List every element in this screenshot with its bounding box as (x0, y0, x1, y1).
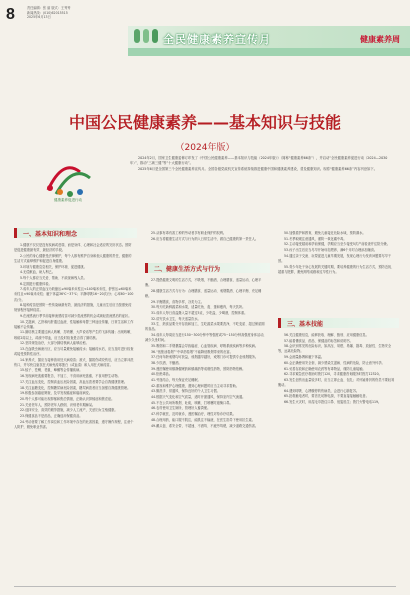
article-item: 4.无偿献血，助人利己。 (20, 270, 55, 275)
article-item: 24.劳动者要了解工作岗位和工作环境中存在的危害因素，遵守操作规程，注意个人防护，避免职业伤害。 (14, 419, 134, 429)
column-knowledge (14, 243, 134, 581)
article-item: 3.环境与健康息息相关，保护环境、促进健康。 (20, 264, 87, 269)
section-header-skills (278, 318, 399, 328)
runner-figure-icon (143, 29, 149, 43)
intro-paragraph: 2024年2月，国家卫生健康委修订印发了《中国公民健康素养——基本知识与技能（2024年版）》（简称“健康素养66条”），并启动“全民健康素养促进行动（2024—2030年）”，推动“三减三健”等“十大健康行动”。 (130, 156, 388, 166)
article-item: 54.通过亲子交流、玩耍促进儿童早期发展，发现心理行为发育问题要尽早干预。 (278, 253, 392, 263)
article-item: 8.接种疫苗是预防一些传染病最有效、最经济的措施，儿童出生后应当按照免疫规划程序接种疫苗。 (14, 303, 132, 313)
article-item: 17.关注血压变化，控制高血压危险因素，高血压患者要学会自我健康管理。 (20, 379, 128, 384)
article-item: 66.发生火灾时，用湿毛巾捂住口鼻、低姿逃生；拨打火警电话119。 (284, 400, 382, 405)
article-item: 23.保健食品不是药品，正确选用保健食品。 (20, 413, 83, 418)
article-item: 10.艾滋病、乙肝和丙肝通过血液、性接触和母婴三种途径传播，日常生活和工作接触不会传播。 (14, 319, 134, 329)
page-meta (27, 6, 117, 20)
article-item: 38.少饮酒，不酗酒。 (151, 360, 182, 365)
article-item: 40.拒绝毒品。 (151, 372, 173, 377)
article-item: 42.重视和维护心理健康，遇到心理问题时应当主动寻求帮助。 (151, 383, 239, 388)
article-item: 6.定期进行健康体检。 (20, 281, 52, 286)
article-item: 63.发生创伤出血量较多时，应当立即止血、包扎；对怀疑骨折的伤员不要轻易搬动。 (278, 377, 395, 387)
article-item: 5.每个人都应当关爱、帮助、不歧视病残人员。 (20, 275, 87, 280)
logo-caption: 健康素养促进行动 (54, 198, 82, 202)
article-item: 61.妥善存放和正确使用农药等有毒物品，谨防儿童接触。 (284, 366, 366, 371)
footer-rule (14, 586, 396, 587)
article-item: 48.合理用药，能口服不肌注，能肌注不输液，在医生指导下使用抗生素。 (151, 417, 255, 422)
runner-figure-icon (134, 29, 140, 43)
article-item: 12.坚持规范治疗，大部分肺结核病人能够治愈。 (20, 341, 89, 346)
article-item: 7.成年人的正常血压为收缩压≥90毫米汞柱且<140毫米汞柱，舒张压≥60毫米汞柱且<90毫米汞柱；腋下体温36℃~37℃；平静呼吸16~20次/分；心率60~100次/分。 (14, 287, 134, 302)
article-item: 56.关注健康信息，能够获取、理解、甄别、应用健康信息。 (284, 333, 369, 337)
article-item: 19.积极参加癌症筛查，及早发现癌症和癌前病变。 (20, 391, 93, 396)
article-item: 34.成年人每周应当进行150~300分钟中等强度或75~150分钟高强度身体活动，减少久坐时间。 (145, 333, 267, 343)
meta-line: 2025年6月13日 (27, 15, 51, 20)
article-item: 37.任何年龄戒烟均可获益，戒烟越早越好，戒烟门诊可提供专业戒烟服务。 (151, 355, 259, 360)
article-item: 21.关爱老年人，预防老年人跌倒，识别老年期痴呆。 (20, 402, 96, 407)
article-item: 9.在流感流行季节前接种流感疫苗可减少患流感的机会或减轻患流感后的症状。 (20, 313, 132, 318)
article-item: 30.每天吃新鲜蔬菜和水果，适量吃鱼、禽、蛋和瘦肉，每天饮奶。 (151, 305, 246, 310)
section-header-knowledge (14, 228, 137, 238)
section-title: 三、基本技能 (287, 321, 324, 328)
header-banner (128, 26, 410, 56)
article-item: 39.遵医嘱使用镇静催眠药和镇痛药等成瘾性药物，预防药物依赖。 (151, 366, 246, 371)
runner-figure-icon (152, 29, 158, 43)
article-item: 45.不在公共场所吸烟、吐痰，咳嗽、打喷嚏时遮掩口鼻。 (151, 400, 233, 405)
article-item: 50.加强看护和教育，避免儿童接近危险水域，预防溺水。 (284, 231, 366, 235)
article-item: 47.科学就医，及时就诊，遵医嘱治疗，理性对待诊疗结果。 (151, 412, 236, 417)
banner-right-label: 健康素养周 (360, 35, 400, 44)
article-item: 16.发现病死禽畜要报告，不加工、不食用病死禽畜，不食用野生动物。 (20, 374, 121, 379)
intro-paragraph: 2025年6月是全国第三个全民健康素养宣传月。全国各级党政机关宣传系统持续推进健康中国和健康素养建设，普及健康知识。现将“健康素养66条”内容刊登如下。 (138, 167, 377, 172)
banner-strip (128, 48, 410, 56)
article-item: 14.家养犬、猫应当接种兽用狂犬病疫苗；被犬、猫抓伤或咬伤后，应当立即冲洗伤口，并尽快注射抗狂犬病免疫球蛋白（或血清）和人用狂犬病疫苗。 (14, 357, 134, 367)
article-item: 27.提倡健康文明的生活方式，不吸烟，不酗酒，合理膳食，适量运动，心理平衡。 (145, 278, 262, 288)
page-header (0, 0, 410, 58)
meta-line: 新闻热线：(010)62015515 (27, 10, 68, 15)
page-subtitle: （2024年版） (175, 143, 235, 153)
article-item: 44.根据天气变化和空气质量，适时开窗通风，保持室内空气流通。 (151, 395, 246, 400)
article-item: 15.蚊子、苍蝇、老鼠、蟑螂等会传播疾病。 (20, 368, 83, 373)
section-header-lifestyle (145, 263, 270, 273)
article-item: 59.会测量脉搏和腋下体温。 (284, 355, 325, 360)
article-item: 57.能看懂食品、药品、保健品的标签和说明书。 (284, 338, 353, 343)
article-item: 55.青少年处于身心发展的关键时期，要培养健康的行为生活方式，预防近视、超重与肥胖，避免网络成瘾和过早性行为。 (278, 264, 395, 274)
article-item: 25.从事有毒有害工种的劳动者享有职业保护的权利。 (151, 231, 227, 235)
article-item: 60.会正确使用安全套，减少感染艾滋病、性病的危险，防止意外怀孕。 (284, 360, 385, 365)
article-item: 2.公民的身心健康受法律保护，每个人都有维护自身和他人健康的责任，健康的生活方式能够维护和促进自身健康。 (14, 253, 132, 263)
article-item: 43.勤洗手、常通风、保持良好的个人卫生习惯。 (151, 389, 220, 394)
article-item: 11.肺结核主要通过病人咳嗽、打喷嚏、大声说话等产生的飞沫传播；出现咳嗽、咳痰2周以上，或痰中带血，应当及时检查是否得了肺结核。 (14, 330, 134, 340)
article-item: 58.会识别常见的危险标识，如高压、易燃、易爆、剧毒、放射性、生物安全等，远离危险物。 (278, 344, 392, 354)
section-title: 一、基本知识和理念 (23, 231, 78, 238)
article-item: 49.戴头盔、系安全带，不超速、不酒驾、不疲劳驾驶，减少道路交通伤害。 (151, 423, 259, 428)
article-item: 62.寻求紧急医疗救助时拨打120，寻求健康咨询服务时拨打12320。 (284, 372, 382, 377)
article-item: 31.成年人每日食盐摄入量不超过5克，少吃盐，少喝酒，控制体重。 (151, 310, 248, 315)
article-item: 53.孩子出生后应当尽早开始母乳喂养，满6个月时合理添加辅食。 (284, 248, 378, 253)
article-item: 46.农村使用卫生厕所，管理好人畜粪便。 (151, 406, 211, 411)
article-item: 65.抢救触电者时，要首先切断电源，不要直接接触触电者。 (284, 394, 369, 399)
page-title: 中国公民健康素养——基本知识与技能 (68, 113, 341, 132)
article-item: 22.选择安全、高效的避孕措施，减少人工流产，关爱妇女生殖健康。 (20, 408, 118, 413)
article-item: 13.在血吸虫病流行区，应当尽量避免接触疫水；接触疫水后，应当及时进行检查或接受预防性治疗。 (14, 346, 134, 356)
article-item: 41.劳逸结合，每天保证充足睡眠。 (151, 378, 201, 382)
article-item: 29.平衡膳食，食物多样，谷类为主。 (151, 299, 204, 304)
article-item: 20.每个人都可能出现抑郁和焦虑情绪，正确认识抑郁症和焦虑症。 (20, 396, 115, 401)
article-item: 1.健康不仅仅是没有疾病或虚弱，而是身体、心理和社会适应的完好状态。预防是促进健康最有效、最经济的手段。 (14, 243, 132, 253)
article-item: 35.吸烟和二手烟暴露会导致癌症、心血管疾病、呼吸系统疾病等多种疾病。 (151, 343, 259, 348)
article-item: 26.应当将健康生活方式与行为纳入日常生活中，做自己健康的第一责任人。 (151, 236, 259, 241)
article-item: 64.遇到呼吸、心搏骤停的伤病员，会进行心肺复苏。 (284, 388, 360, 393)
article-item: 28.健康生活方式与行为：合理膳食、适量运动、戒烟限酒、心理平衡、充足睡眠。 (145, 288, 262, 298)
article-item: 32.讲究饮水卫生，每天适量饮水。 (151, 316, 201, 321)
page-number: 8 (6, 6, 15, 23)
article-item: 33.生、熟食品要分开存放和加工，生吃蔬菜水果要洗净，不吃变质、超过保质期的食品。 (145, 322, 265, 332)
intro-text (130, 156, 392, 174)
article-item: 18.关注血糖变化，控制糖尿病危险因素，糖尿病患者应当加强自我健康管理。 (20, 385, 131, 390)
article-item: 51.冬季取暖注意通风，谨防一氧化碳中毒。 (284, 236, 347, 241)
article-item: 52.主动接受婚前和孕前保健，孕期应当至少接受5次产前检查并住院分娩。 (284, 242, 390, 247)
column-skills (278, 333, 396, 581)
article-item: 36.“低焦油卷烟”“中草药卷烟”不能降低吸烟带来的危害。 (151, 349, 233, 354)
column-continued (145, 231, 267, 259)
section-title: 二、健康生活方式与行为 (154, 266, 221, 273)
meta-line: 责任编辑：张 丽 版式：王秀秀 (27, 6, 71, 10)
column-lifestyle-continued (278, 231, 396, 311)
column-lifestyle (145, 278, 267, 581)
banner-title: 全民健康素养宣传月 (163, 33, 271, 46)
